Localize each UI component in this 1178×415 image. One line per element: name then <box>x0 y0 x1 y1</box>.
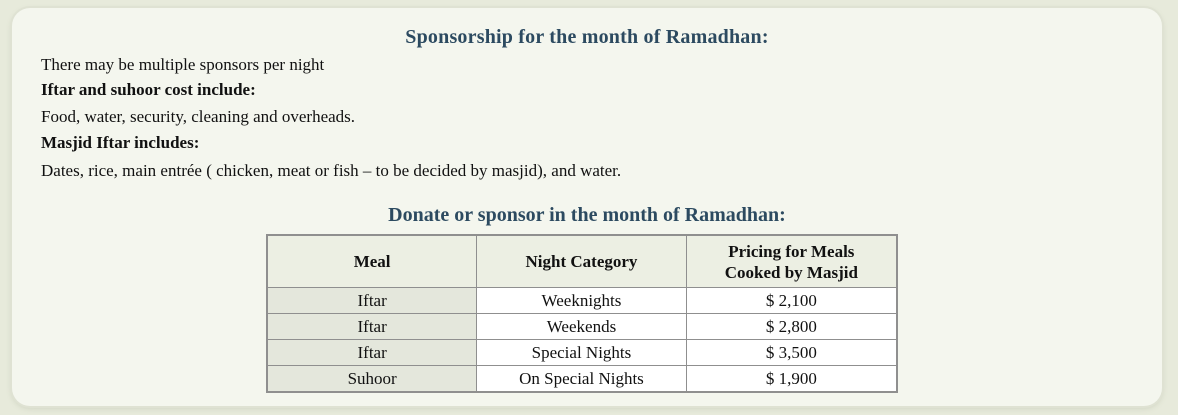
row-meal: Iftar <box>267 340 477 366</box>
row-price: $ 2,800 <box>686 314 897 340</box>
row-night-category: On Special Nights <box>477 366 686 393</box>
masjid-iftar-text: Dates, rice, main entrée ( chicken, meat or fish – to be decided by masjid), and water. <box>41 161 622 180</box>
header-night-category: Night Category <box>477 235 686 288</box>
table-row <box>267 314 897 340</box>
row-price: $ 2,100 <box>686 288 897 314</box>
table-row <box>267 288 897 314</box>
header-meal: Meal <box>267 235 477 288</box>
section-title: Donate or sponsor in the month of Ramadhan: <box>388 204 786 226</box>
row-price: $ 3,500 <box>686 340 897 366</box>
pricing-table <box>266 234 898 393</box>
cost-include-heading: Iftar and suhoor cost include: <box>41 80 256 99</box>
header-pricing-line1: Pricing for Meals <box>728 241 855 261</box>
table-row <box>267 340 897 366</box>
row-meal: Iftar <box>267 288 477 314</box>
row-night-category: Weekends <box>477 314 686 340</box>
table-row <box>267 366 897 393</box>
page-title: Sponsorship for the month of Ramadhan: <box>405 26 769 48</box>
masjid-iftar-heading: Masjid Iftar includes: <box>41 133 200 152</box>
row-night-category: Weeknights <box>477 288 686 314</box>
cost-include-text: Food, water, security, cleaning and overheads. <box>41 107 356 126</box>
row-price: $ 1,900 <box>686 366 897 393</box>
row-night-category: Special Nights <box>477 340 686 366</box>
header-pricing <box>686 235 897 288</box>
multiple-sponsors-note: There may be multiple sponsors per night <box>41 55 325 74</box>
row-meal: Iftar <box>267 314 477 340</box>
table-header-row <box>267 235 897 288</box>
header-pricing-line2: Cooked by Masjid <box>724 262 858 282</box>
row-meal: Suhoor <box>267 366 477 393</box>
